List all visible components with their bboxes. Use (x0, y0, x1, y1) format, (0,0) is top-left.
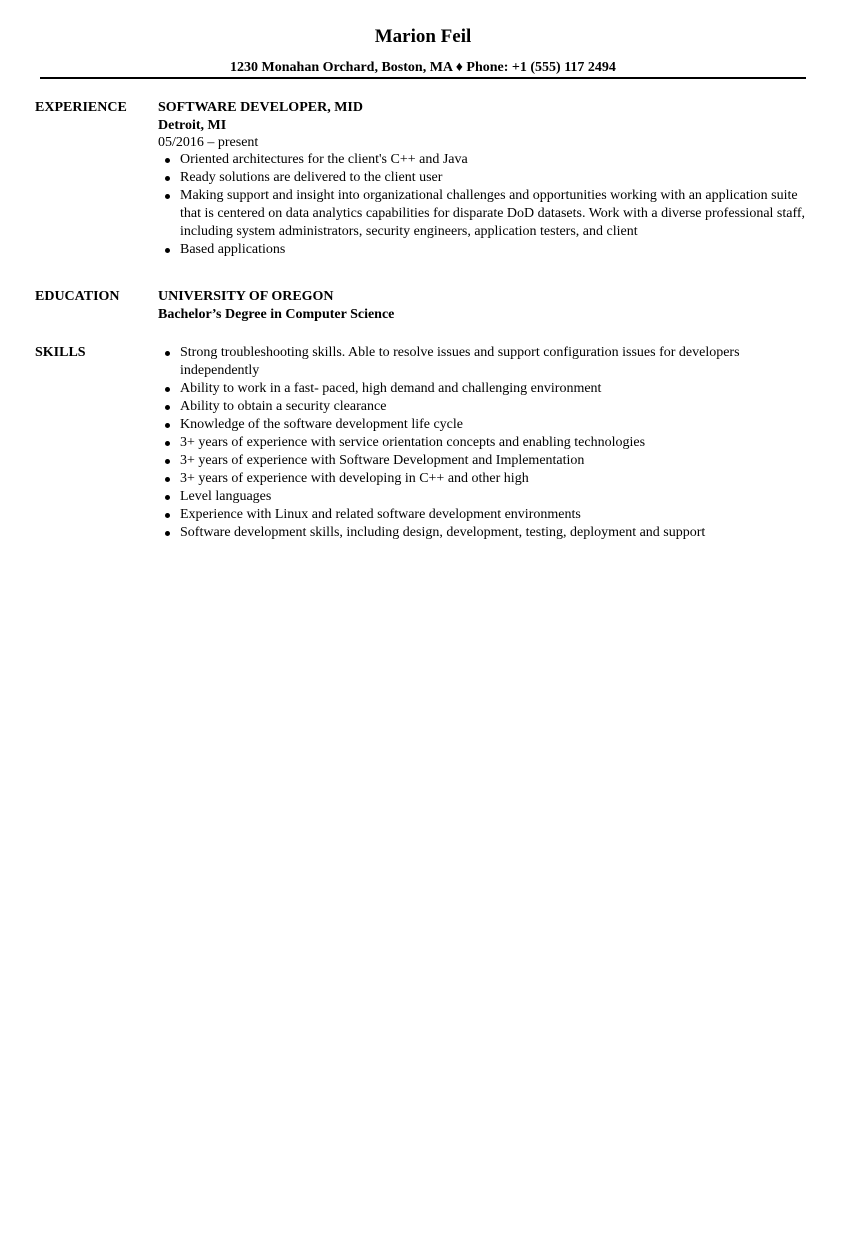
candidate-name: Marion Feil (374, 26, 472, 47)
education-section (35, 288, 815, 328)
bullet-dot (165, 248, 170, 253)
list-item (158, 380, 815, 398)
list-item (158, 344, 815, 380)
list-item (158, 452, 815, 470)
list-item-text: Experience with Linux and related software development environments (180, 507, 581, 522)
list-item (158, 398, 815, 416)
bullet-dot (165, 495, 170, 500)
list-item-text: Ability to work in a fast- paced, high demand and challenging environment (180, 381, 602, 396)
job-title: SOFTWARE DEVELOPER, MID (158, 100, 363, 115)
list-item-text: Software development skills, including design, development, testing, deployment and support (180, 525, 706, 540)
list-item (158, 506, 815, 524)
list-item-text: Making support and insight into organizational challenges and opportunities working with an application suite that is centered on data analytics capabilities for disparate DoD datasets. Work with a diverse professional staff, including system administrators, security engineers, application testers, and client (180, 188, 806, 239)
section-label-skills: SKILLS (35, 345, 86, 360)
list-item-text: Ready solutions are delivered to the client user (180, 170, 443, 185)
education-body (158, 288, 815, 324)
bullet-dot (165, 459, 170, 464)
list-item (158, 434, 815, 452)
skills-section (35, 344, 815, 544)
bullet-dot (165, 351, 170, 356)
bullet-dot (165, 531, 170, 536)
bullet-dot (165, 477, 170, 482)
skills-bullet-list (158, 344, 815, 542)
job-location: Detroit, MI (158, 118, 227, 133)
list-item-text: Based applications (180, 242, 286, 257)
contact-line: 1230 Monahan Orchard, Boston, MA ♦ Phone: +1 (555) 117 2494 (230, 60, 616, 75)
list-item-text: Ability to obtain a security clearance (180, 399, 387, 414)
list-item (158, 169, 815, 187)
bullet-dot (165, 423, 170, 428)
skills-body (158, 344, 815, 542)
school-name: UNIVERSITY OF OREGON (158, 289, 334, 304)
experience-bullet-list (158, 151, 815, 259)
experience-section (35, 99, 815, 259)
list-item (158, 470, 815, 488)
list-item (158, 241, 815, 259)
section-label-education: EDUCATION (35, 289, 120, 304)
list-item (158, 151, 815, 169)
experience-body (158, 99, 815, 259)
bullet-dot (165, 387, 170, 392)
bullet-dot (165, 194, 170, 199)
header-divider (40, 77, 806, 79)
list-item (158, 524, 815, 542)
bullet-dot (165, 441, 170, 446)
list-item-text: 3+ years of experience with Software Development and Implementation (180, 453, 585, 468)
degree-name: Bachelor’s Degree in Computer Science (158, 307, 395, 322)
list-item-text: Knowledge of the software development life cycle (180, 417, 464, 432)
section-label-experience: EXPERIENCE (35, 100, 127, 115)
list-item-text: 3+ years of experience with service orientation concepts and enabling technologies (180, 435, 646, 450)
list-item-text: Strong troubleshooting skills. Able to resolve issues and support configuration issues for developers independently (180, 345, 740, 378)
bullet-dot (165, 158, 170, 163)
bullet-dot (165, 405, 170, 410)
job-dates: 05/2016 – present (158, 135, 259, 150)
list-item (158, 416, 815, 434)
list-item-text: 3+ years of experience with developing in C++ and other high (180, 471, 529, 486)
list-item-text: Oriented architectures for the client's C++ and Java (180, 152, 468, 167)
bullet-dot (165, 513, 170, 518)
list-item-text: Level languages (180, 489, 272, 504)
bullet-dot (165, 176, 170, 181)
list-item (158, 187, 815, 241)
list-item (158, 488, 815, 506)
